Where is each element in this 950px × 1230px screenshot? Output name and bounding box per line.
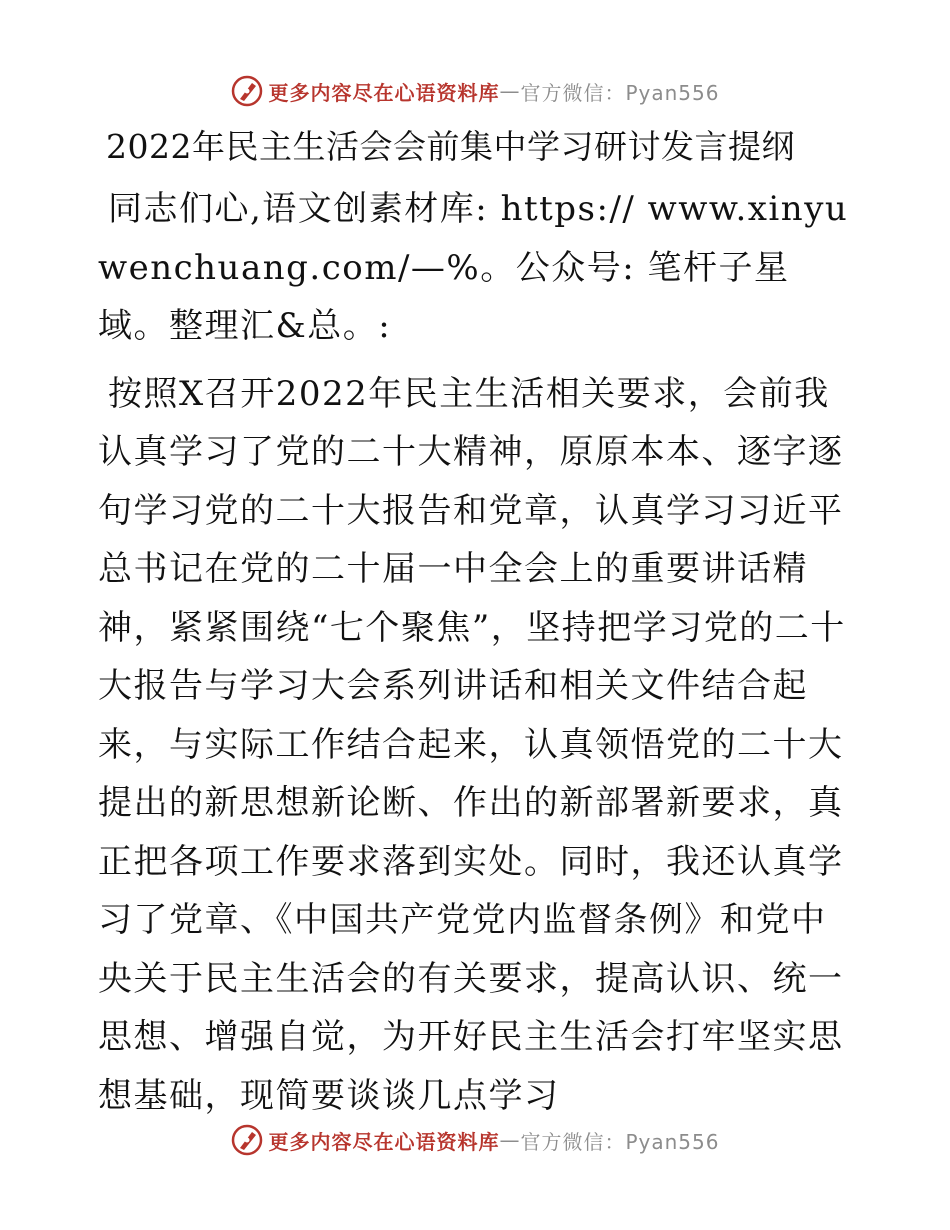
pen-nib-circle-icon xyxy=(230,1123,264,1157)
watermark-contact: 官方微信：Pyan556 xyxy=(520,1129,720,1154)
paragraph-main: 按照X召开2022年民主生活相关要求，会前我认真学习了党的二十大精神，原原本本、逐字逐句学习党的二十大报告和党章，认真学习习近平总书记在党的二十届一中全会上的重要讲话精神，紧紧围绕“七个聚焦”，坚持把学习党的二十大报告与学习大会系列讲话和相关文件结合起来，与实际工作结合起来，认真领悟党的二十大提出的新思想新论断、作出的新部署新要求，真正把各项工作要求落到实处。同时，我还认真学习了党章、《中国共产党党内监督条例》和党中央关于民主生活会的有关要求，提高认识、统一思想、增强自觉，为开好民主生活会打牢坚实思想基础，现简要谈谈几点学习 xyxy=(98,373,846,1116)
watermark-main-text: 更多内容尽在心语资料库 xyxy=(268,80,500,105)
watermark-dash: — xyxy=(499,1128,521,1152)
watermark-contact: 官方微信：Pyan556 xyxy=(520,80,720,105)
watermark-dash: — xyxy=(499,79,521,103)
document-body xyxy=(98,118,858,1125)
footer-watermark xyxy=(0,1122,950,1158)
paragraph-intro: 同志们心,语文创素材库: https:// www.xinyuwenchuang.com/—%。公众号: 笔杆子星域。整理汇&总。: xyxy=(98,189,849,346)
watermark-main-text: 更多内容尽在心语资料库 xyxy=(268,1129,500,1154)
document-title: 2022年民主生活会会前集中学习研讨发言提纲 xyxy=(106,127,795,166)
pen-nib-circle-icon xyxy=(230,74,264,108)
header-watermark xyxy=(0,73,950,109)
